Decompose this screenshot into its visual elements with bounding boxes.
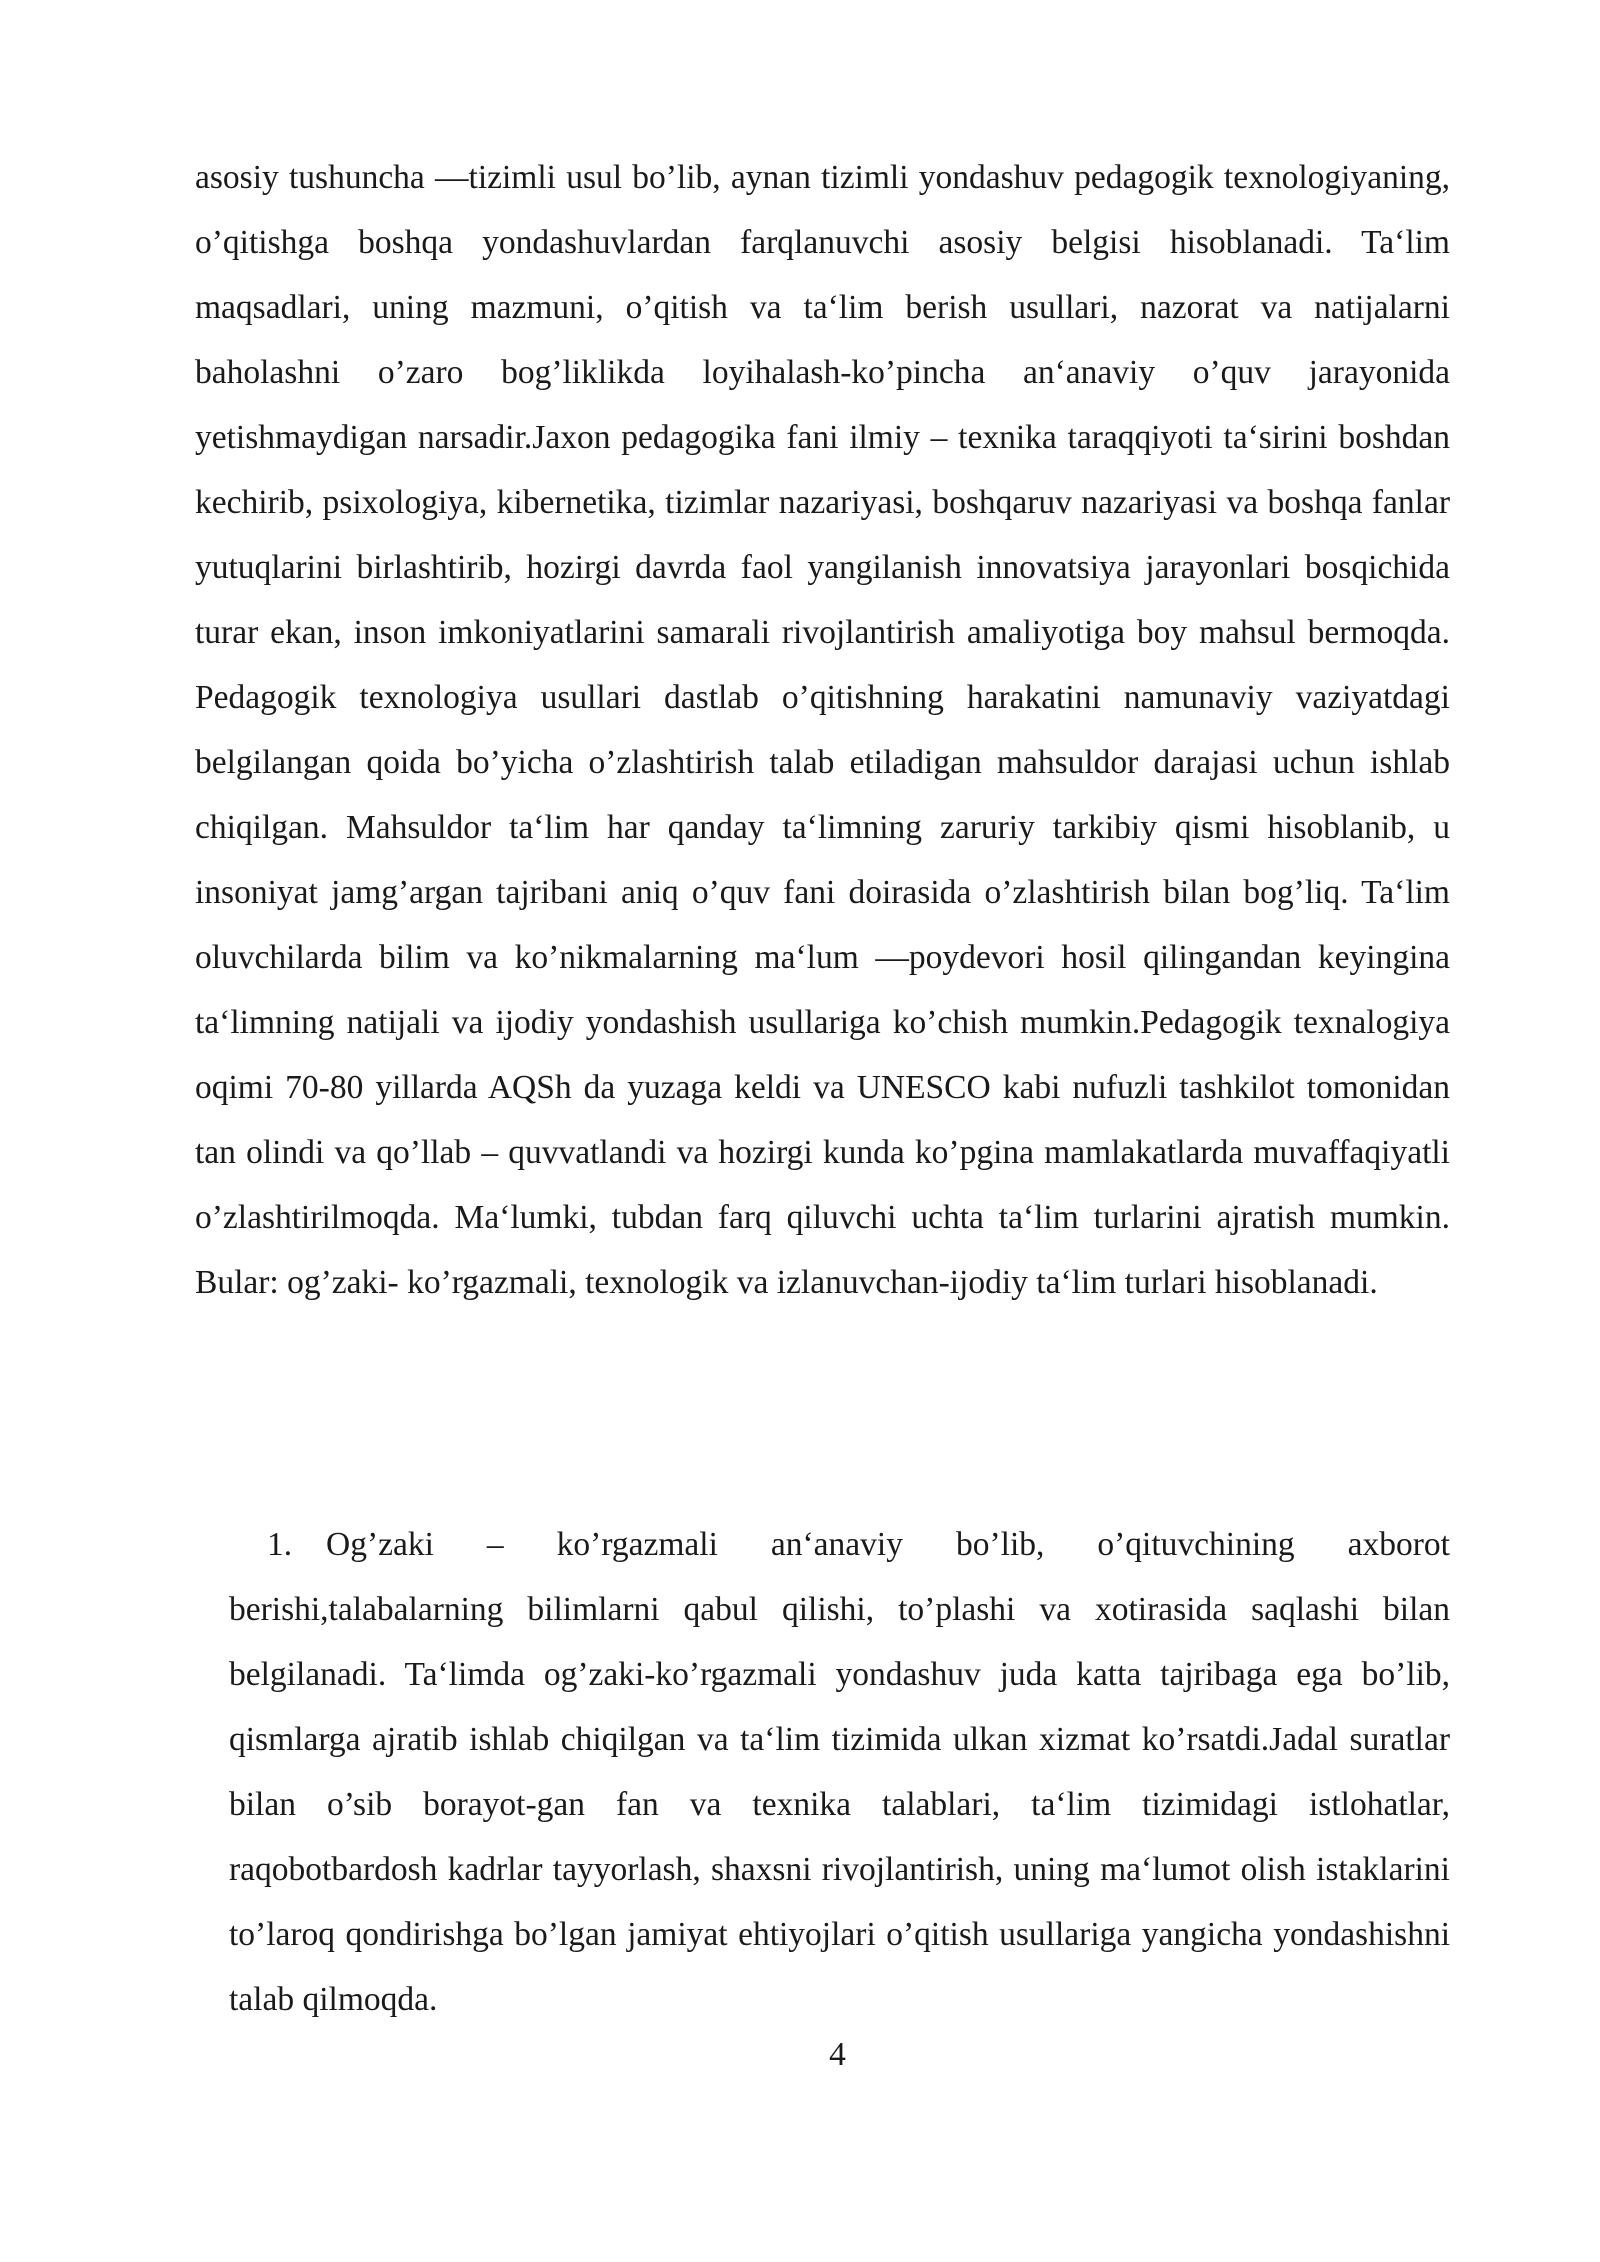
- list-item-number: 1.: [267, 1526, 293, 1563]
- page-number: 4: [829, 2036, 846, 2073]
- numbered-list: [229, 1512, 1450, 2032]
- list-item-text: Og’zaki – ko’rgazmali an‘anaviy bo’lib, o’qituvchining axborot berishi,talabalarning bilimlarni qabul qilishi, to’plashi va xotirasida saqlashi bilan belgilanadi. Ta‘limda og’zaki-ko’rgazmali yondashuv juda katta tajribaga ega bo’lib, qismlarga ajratib ishlab chiqilgan va ta‘lim tizimida ulkan xizmat ko’rsatdi.Jadal suratlar bilan o’sib borayot-gan fan va texnika talablari, ta‘lim tizimidagi istlohatlar, raqobotbardosh kadrlar tayyorlash, shaxsni rivojlantirish, uning ma‘lumot olish istaklarini to’laroq qondirishga bo’lgan jamiyat ehtiyojlari o’qitish usullariga yangicha yondashishni talab qilmoqda.: [229, 1526, 1450, 2018]
- body-paragraph: asosiy tushuncha —tizimli usul bo’lib, aynan tizimli yondashuv pedagogik texnologiyaning, o’qitishga boshqa yondashuvlardan farqlanuvchi asosiy belgisi hisoblanadi. Ta‘lim maqsadlari, uning mazmuni, o’qitish va ta‘lim berish usullari, nazorat va natijalarni baholashni o’zaro bog’liklikda loyihalash-ko’pincha an‘anaviy o’quv jarayonida yetishmaydigan narsadir.Jaxon pedagogika fani ilmiy – texnika taraqqiyoti ta‘sirini boshdan kechirib, psixologiya, kibernetika, tizimlar nazariyasi, boshqaruv nazariyasi va boshqa fanlar yutuqlarini birlashtirib, hozirgi davrda faol yangilanish innovatsiya jarayonlari bosqichida turar ekan, inson imkoniyatlarini samarali rivojlantirish amaliyotiga boy mahsul bermoqda. Pedagogik texnologiya usullari dastlab o’qitishning harakatini namunaviy vaziyatdagi belgilangan qoida bo’yicha o’zlashtirish talab etiladigan mahsuldor darajasi uchun ishlab chiqilgan. Mahsuldor ta‘lim har qanday ta‘limning zaruriy tarkibiy qismi hisoblanib, u insoniyat jamg’argan tajribani aniq o’quv fani doirasida o’zlashtirish bilan bog’liq. Ta‘lim oluvchilarda bilim va ko’nikmalarning ma‘lum —poydevori hosil qilingandan keyingina ta‘limning natijali va ijodiy yondashish usullariga ko’chish mumkin.Pedagogik texnalogiya oqimi 70-80 yillarda AQSh da yuzaga keldi va UNESCO kabi nufuzli tashkilot tomonidan tan olindi va qo’llab – quvvatlandi va hozirgi kunda ko’pgina mamlakatlarda muvaffaqiyatli o’zlashtirilmoqda. Ma‘lumki, tubdan farq qiluvchi uchta ta‘lim turlarini ajratish mumkin. Bular: og’zaki- ko’rgazmali, texnologik va izlanuvchan-ijodiy ta‘lim turlari hisoblanadi.: [195, 159, 1450, 1301]
- list-item: [229, 1512, 1450, 2032]
